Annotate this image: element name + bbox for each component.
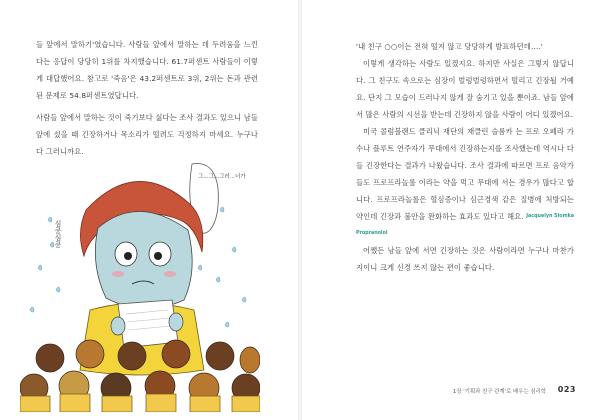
right-page (302, 0, 600, 420)
gloss-propranolol: Propranolol (356, 231, 388, 236)
gloss-jacquelyn-slomka: Jacquelyn Slomka (526, 214, 575, 219)
side-text: 심쿵심쿵 (54, 220, 62, 248)
page-number: 023 (557, 385, 576, 394)
left-page-text (36, 36, 258, 160)
audience (20, 340, 260, 412)
left-paragraph-2: 사람들 앞에서 말하는 것이 죽기보다 싫다는 조사 결과도 있으니 남들 앞에 섰을 때 긴장하거나 목소리가 떨려도 걱정하지 마세요. 누구나 다 그러니까요. (36, 113, 258, 156)
running-head: 1장 '기획과 친구 관계'로 배우는 심리학 (452, 389, 546, 395)
left-paragraph-1: 들 앞에서 말하기'였습니다. 사람들 앞에서 말하는 데 두려움을 느낀다는 응답이 당당히 1위를 차지했습니다. 61.7퍼센트 사람들이 이렇게 대답했어요. 참고로 '죽음'은 43.2퍼센트로 3위, 2위는 돈과 관련된 문제로 54.8퍼센트였답니다. (36, 40, 258, 100)
left-page (0, 0, 298, 420)
page-footer (302, 386, 600, 400)
right-page-text (356, 38, 574, 276)
right-paragraph-3-text: 미국 콜럼블랜드 클리닉 재단의 재클린 슬롬카 는 프로 오페라 가수나 플루트 연주자가 무대에서 긴장하는지를 조사했는데 역시나 다들 긴장한다는 결과가 나왔습니다. 조사 결과에 따르면 프로 음악가들도 프로프라놀롤 이라는 약을 먹고 무대에 서는 경우가 많다고 합니다. 프로프라놀롤은 혈심증이나 심근경색 같은 질병에 처방되는 약인데 긴장과 불안을 완화하는 효과도 있다고 해요. (356, 127, 574, 221)
nervous-speaker-illustration (20, 150, 260, 412)
right-paragraph-3 (356, 123, 574, 242)
right-paragraph-4: 어쨌든 남들 앞에 서면 긴장하는 것은 사람이라면 누구나 마찬가지이니 크게 신경 쓰지 않는 편이 좋습니다. (356, 246, 574, 272)
speech-bubble-text: 그...그...그러...너가 (198, 174, 246, 180)
right-paragraph-quote: '내 친구 ○○이는 전혀 떨지 않고 당당하게 발표하던데….' (356, 42, 543, 51)
right-paragraph-2: 이렇게 생각하는 사람도 있겠지요. 하지만 사실은 그렇지 않답니다. 그 친구도 속으로는 심장이 벌렁벌렁하면서 떨리고 긴장될 거예요. 단지 그 모습이 드러나지 않게 잘 숨기고 있을 뿐이죠. 남들 앞에서 많은 사람의 시선을 받는데 긴장하지 않을 사람이 어디 있겠어요. (356, 59, 574, 119)
